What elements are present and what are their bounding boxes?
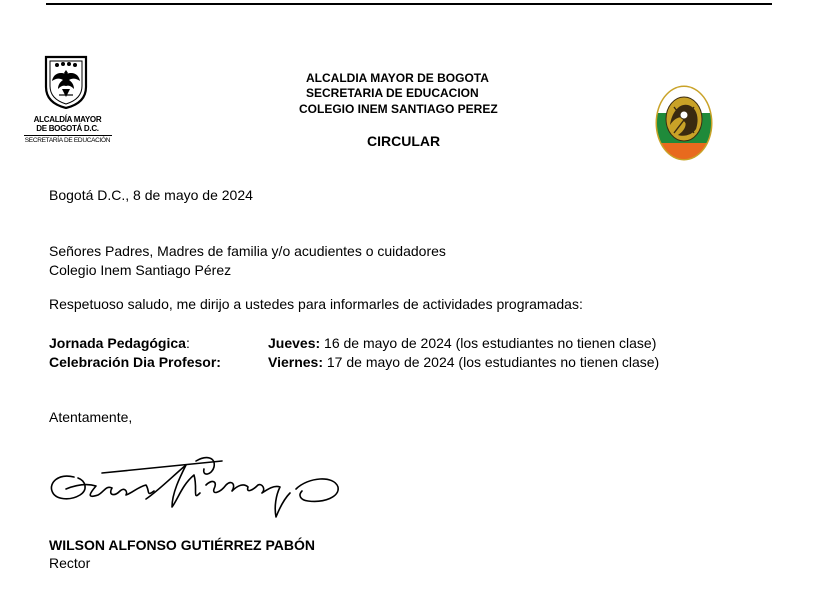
alcaldia-logo bbox=[20, 55, 115, 150]
coat-of-arms-icon bbox=[42, 55, 90, 109]
document-title: CIRCULAR bbox=[367, 133, 441, 149]
logo-text-alcaldia: ALCALDÍA MAYOR bbox=[33, 115, 102, 124]
activity-detail: 16 de mayo de 2024 (los estudiantes no tienen clase) bbox=[320, 335, 657, 351]
recipient-line-2: Colegio Inem Santiago Pérez bbox=[49, 262, 232, 278]
activity-label-suffix: : bbox=[185, 335, 190, 351]
logo-divider bbox=[24, 135, 112, 136]
activity-name bbox=[49, 335, 190, 351]
recipient-line-1: Señores Padres, Madres de familia y/o acudientes o cuidadores bbox=[49, 243, 446, 259]
signer-name: WILSON ALFONSO GUTIÉRREZ PABÓN bbox=[49, 537, 315, 553]
header-colegio: COLEGIO INEM SANTIAGO PEREZ bbox=[299, 102, 498, 116]
greeting-paragraph: Respetuoso saludo, me dirijo a ustedes para informarles de actividades programadas: bbox=[49, 296, 583, 312]
logo-text-bogota: DE BOGOTÁ D.C. bbox=[36, 124, 99, 133]
activity-name bbox=[49, 354, 221, 370]
logo-text-secretaria: SECRETARÍA DE EDUCACIÓN bbox=[24, 137, 111, 144]
top-rule bbox=[46, 3, 772, 5]
activity-day: Viernes: bbox=[268, 354, 323, 370]
signer-title: Rector bbox=[49, 555, 91, 571]
activity-date bbox=[268, 335, 656, 351]
letter-date: Bogotá D.C., 8 de mayo de 2024 bbox=[49, 187, 253, 203]
header-alcaldia: ALCALDIA MAYOR DE BOGOTA bbox=[306, 71, 489, 85]
header-secretaria: SECRETARIA DE EDUCACION bbox=[306, 86, 479, 100]
activity-label: Celebración Dia Profesor: bbox=[49, 354, 221, 370]
closing: Atentamente, bbox=[49, 409, 133, 425]
school-crest-icon bbox=[654, 85, 714, 162]
handwritten-signature bbox=[46, 455, 346, 530]
activity-detail: 17 de mayo de 2024 (los estudiantes no tienen clase) bbox=[323, 354, 660, 370]
activity-date bbox=[268, 354, 659, 370]
activity-label: Jornada Pedagógica bbox=[49, 335, 186, 351]
activity-day: Jueves: bbox=[268, 335, 321, 351]
